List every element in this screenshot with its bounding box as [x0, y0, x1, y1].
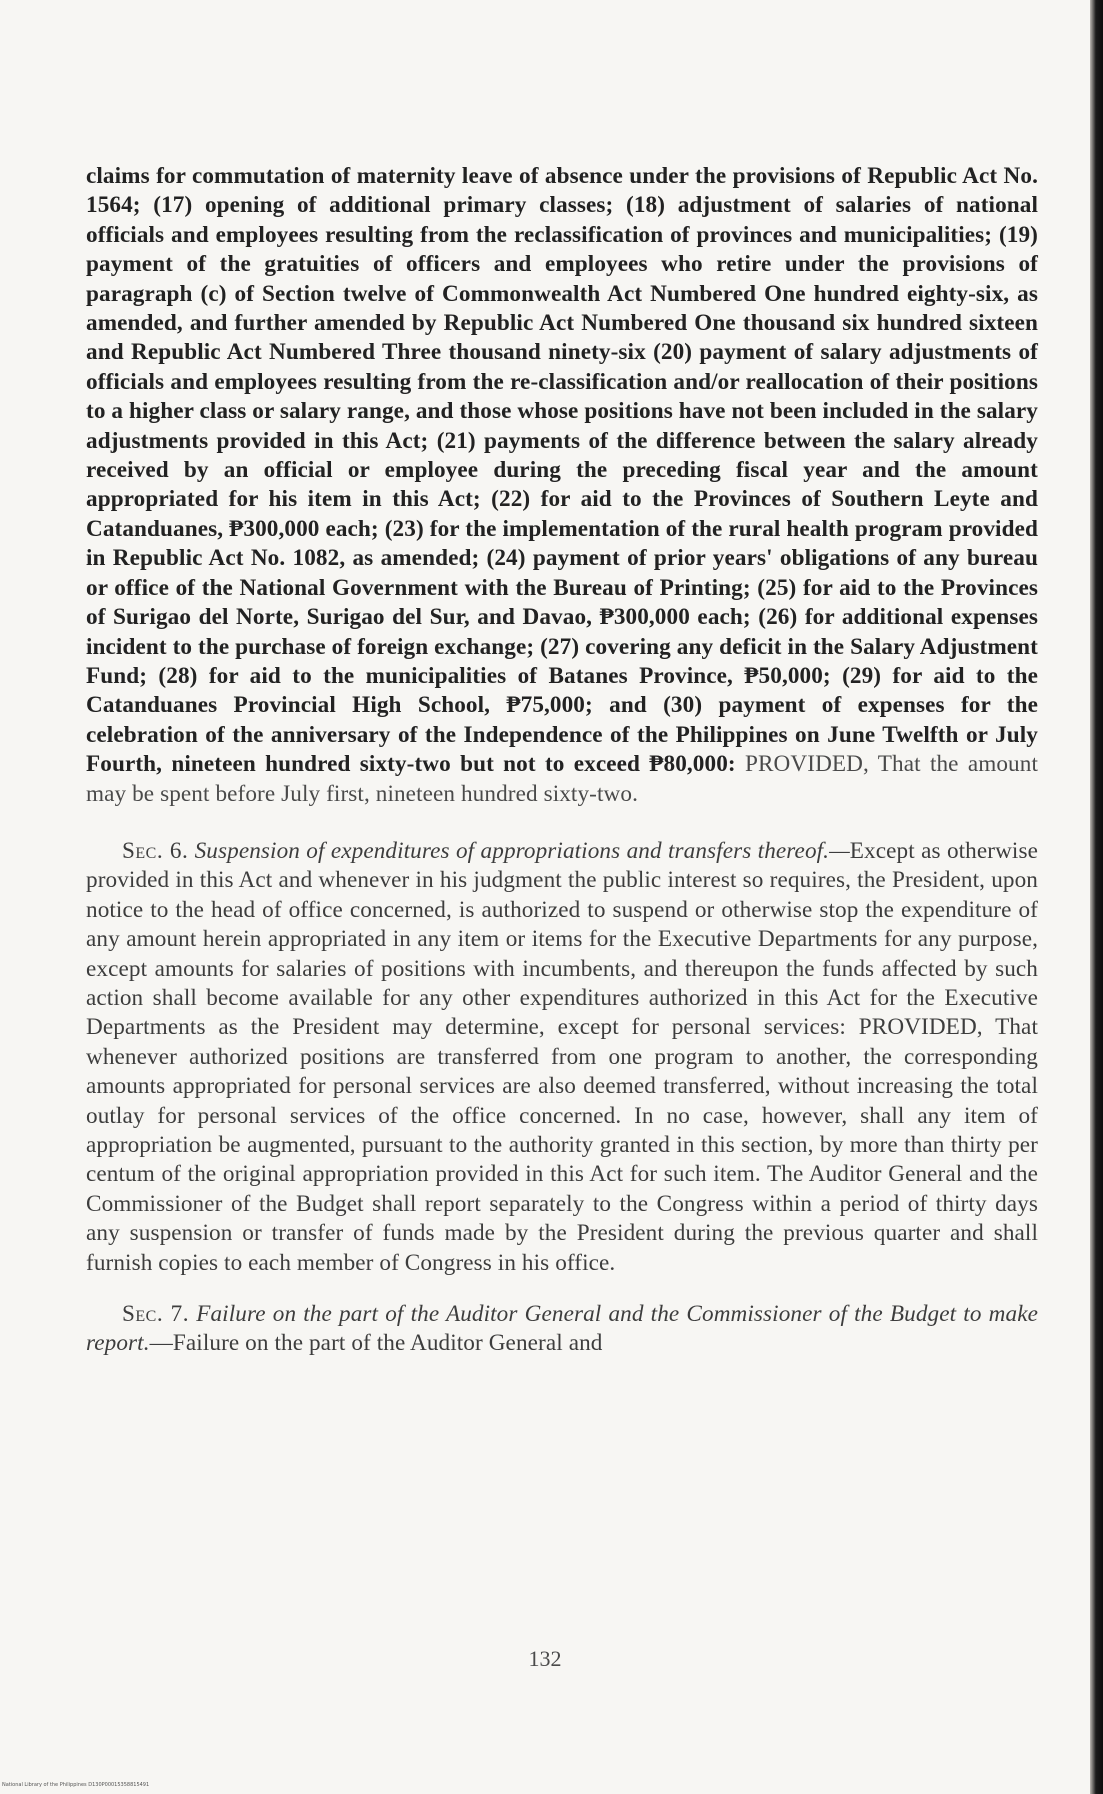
section-7 — [86, 1300, 1038, 1359]
page-edge-shadow — [1090, 0, 1103, 1794]
paragraph-proviso: PROVIDED, That the amount may be spent before July first, nineteen hundred sixty-two. — [86, 751, 1038, 807]
section-6-title: Suspension of expenditures of appropriations and transfers thereof.— — [194, 837, 850, 864]
paragraph-appropriation-items — [86, 162, 1038, 809]
paragraph-appropriation-items-text: claims for commutation of maternity leave of absence under the provisions of Republic Act No. 1564; (17) opening of additional primary classes; (18) adjustment of salaries of national officials and employees resulting from the reclassification of provinces and municipalities; (19) payment of the gratuities of officers and employees who retire under the provisions of paragraph (c) of Section twelve of Commonwealth Act Numbered One hundred eighty-six, as amended, and further amended by Republic Act Numbered One thousand six hundred sixteen and Republic Act Numbered Three thousand ninety-six (20) payment of salary adjustments of officials and employees resulting from the re-classification and/or reallocation of their positions to a higher class or salary range, and those whose positions have not been included in the salary adjustments provided in this Act; (21) payments of the difference between the salary already received by an official or employee during the preceding fiscal year and the amount appropriated for his item in this Act; (22) for aid to the Provinces of Southern Leyte and Catanduanes, ₱300,000 each; (23) for the implementation of the rural health program provided in Republic Act No. 1082, as amended; (24) payment of prior years' obligations of any bureau or office of the National Government with the Bureau of Printing; (25) for aid to the Provinces of Surigao del Norte, Surigao del Sur, and Davao, ₱300,000 each; (26) for additional expenses incident to the purchase of foreign exchange; (27) covering any deficit in the Salary Adjustment Fund; (28) for aid to the municipalities of Batanes Province, ₱50,000; (29) for aid to the Catanduanes Provincial High School, ₱75,000; and (30) payment of expenses for the celebration of the anniversary of the Independence of the Philippines on June Twelfth or July Fourth, nineteen hundred sixty-two but not to exceed ₱80,000: — [86, 163, 1038, 778]
scan-footer-note: National Library of the Philippines D130P00015358815491 — [2, 1782, 150, 1788]
document-body — [86, 162, 1038, 1359]
section-6-body: Except as otherwise provided in this Act and whenever in his judgment the public interest so requires, the President, upon notice to the head of office concerned, is authorized to suspend or otherwise stop the expenditure of any amount herein appropriated in any item or items for the Executive Departments for any purpose, except amounts for salaries of positions with incumbents, and thereupon the funds affected by such action shall become available for any other expenditures authorized in this Act for the Executive Departments as the President may determine, except for personal services: PROVIDED, That whenever authorized positions are transferred from one program to another, the corresponding amounts appropriated for personal services are also deemed transferred, without increasing the total outlay for personal services of the office concerned. In no case, however, shall any item of appropriation be augmented, pursuant to the authority granted in this section, by more than thirty per centum of the original appropriation provided in this Act for such item. The Auditor General and the Commissioner of the Budget shall report separately to the Congress within a period of thirty days any suspension or transfer of funds made by the President during the previous quarter and shall furnish copies to each member of Congress in his office. — [86, 837, 1038, 1276]
section-7-title: Failure on the part of the Auditor General and the Commissioner of the Budget to make report. — [86, 1301, 1039, 1357]
page-number: 132 — [528, 1646, 562, 1671]
section-6-label: Sec. 6. — [122, 837, 189, 864]
section-6 — [86, 837, 1038, 1278]
section-7-body: —Failure on the part of the Auditor General and — [149, 1330, 603, 1357]
section-7-label: Sec. 7. — [122, 1301, 190, 1328]
